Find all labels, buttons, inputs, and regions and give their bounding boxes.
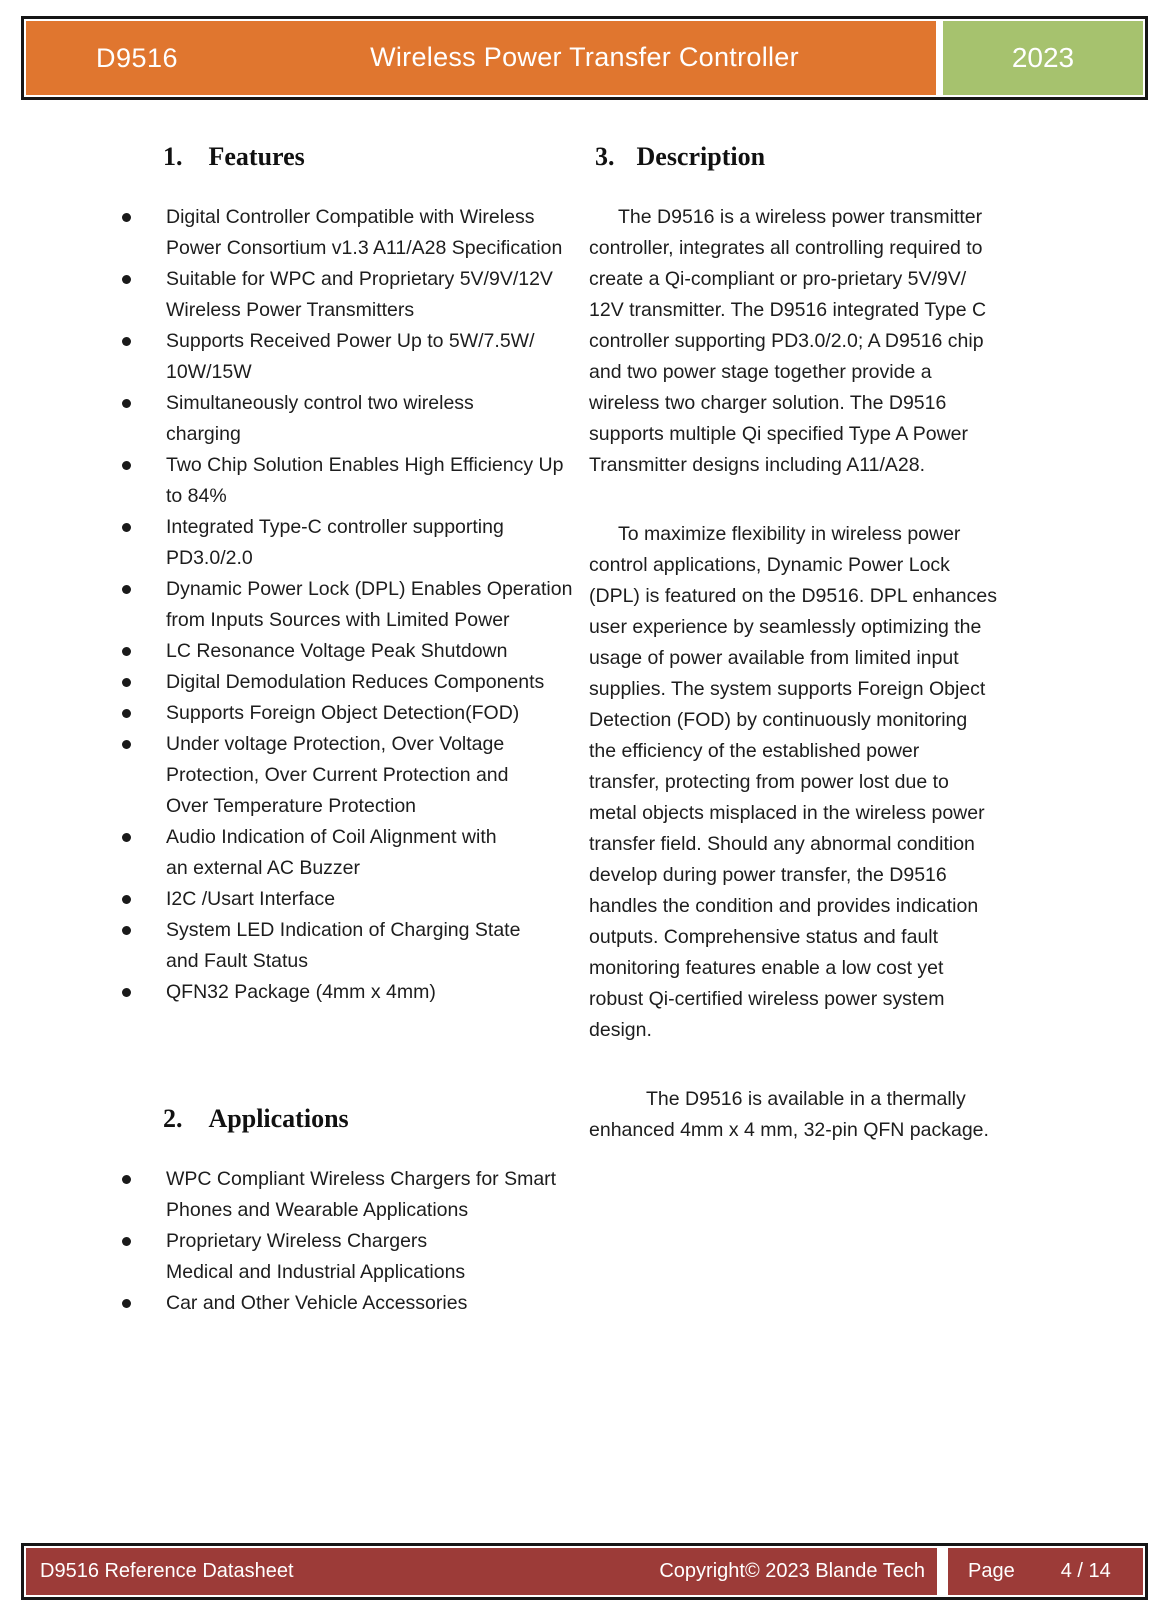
text-line: Audio Indication of Coil Alignment with xyxy=(166,826,497,848)
text-line: 10W/15W xyxy=(166,361,252,383)
bullet-icon xyxy=(122,667,166,698)
text-line: Integrated Type-C controller supporting xyxy=(166,516,504,538)
bullet-dot-icon xyxy=(122,1175,131,1184)
bullet-dot-icon xyxy=(122,399,131,408)
page-header xyxy=(21,16,1148,100)
list-item-text xyxy=(166,574,572,636)
footer-doc-title: D9516 Reference Datasheet xyxy=(40,1560,294,1582)
text-line: Dynamic Power Lock (DPL) Enables Operation xyxy=(166,578,573,600)
text-line: robust Qi-certified wireless power system xyxy=(589,988,945,1010)
bullet-icon xyxy=(122,636,166,667)
bullet-icon xyxy=(122,264,166,326)
bullet-icon xyxy=(122,698,166,729)
text-line: QFN32 Package (4mm x 4mm) xyxy=(166,981,436,1003)
text-line: supplies. The system supports Foreign Object xyxy=(589,678,986,700)
text-line: transfer field. Should any abnormal condition xyxy=(589,833,975,855)
features-list xyxy=(122,202,587,1008)
bullet-dot-icon xyxy=(122,988,131,997)
bullet-icon xyxy=(122,574,166,636)
section-title: Description xyxy=(636,142,766,171)
bullet-icon xyxy=(122,729,166,822)
text-line: wireless two charger solution. The D9516 xyxy=(589,392,947,414)
text-line: to 84% xyxy=(166,485,227,507)
footer-copyright: Copyright© 2023 Blande Tech xyxy=(659,1560,925,1582)
text-line: from Inputs Sources with Limited Power xyxy=(166,609,510,631)
list-item xyxy=(122,512,587,574)
text-line: Digital Controller Compatible with Wireless xyxy=(166,206,535,228)
header-title-bar xyxy=(26,21,936,95)
bullet-icon xyxy=(122,915,166,977)
header-year-box xyxy=(943,21,1143,95)
list-item-text xyxy=(166,1226,465,1288)
list-item-text xyxy=(166,388,474,450)
text-line: Under voltage Protection, Over Voltage xyxy=(166,733,505,755)
bullet-dot-icon xyxy=(122,709,131,718)
text-line: controller supporting PD3.0/2.0; A D9516 chip xyxy=(589,330,984,352)
list-item xyxy=(122,264,587,326)
text-line: charging xyxy=(166,423,241,445)
list-item xyxy=(122,574,587,636)
footer-page-box xyxy=(948,1548,1143,1595)
bullet-dot-icon xyxy=(122,1237,131,1246)
bullet-dot-icon xyxy=(122,337,131,346)
list-item-text xyxy=(166,636,508,667)
list-item xyxy=(122,388,587,450)
list-item-text xyxy=(166,202,562,264)
list-item xyxy=(122,698,587,729)
page-footer xyxy=(21,1543,1148,1600)
list-item-text xyxy=(166,264,553,326)
text-line: handles the condition and provides indication xyxy=(589,895,979,917)
bullet-dot-icon xyxy=(122,926,131,935)
text-line: usage of power available from limited input xyxy=(589,647,959,669)
list-item xyxy=(122,884,587,915)
text-line: Two Chip Solution Enables High Efficiency Up xyxy=(166,454,564,476)
bullet-dot-icon xyxy=(122,461,131,470)
text-line: create a Qi-compliant or pro-prietary 5V/9V/ xyxy=(589,268,967,290)
list-item-text xyxy=(166,450,563,512)
text-line: To maximize flexibility in wireless power xyxy=(618,523,961,545)
text-line: System LED Indication of Charging State xyxy=(166,919,521,941)
text-line: and Fault Status xyxy=(166,950,309,972)
list-item-text xyxy=(166,1288,467,1319)
bullet-dot-icon xyxy=(122,1299,131,1308)
text-line: enhanced 4mm x 4 mm, 32-pin QFN package. xyxy=(589,1119,989,1141)
applications-heading xyxy=(163,1102,587,1136)
list-item-text xyxy=(166,822,497,884)
bullet-dot-icon xyxy=(122,678,131,687)
list-item xyxy=(122,822,587,884)
section-number: 1. xyxy=(163,142,183,171)
text-line: Digital Demodulation Reduces Components xyxy=(166,671,545,693)
text-line: user experience by seamlessly optimizing the xyxy=(589,616,982,638)
page-number: 4 / 14 xyxy=(1060,1560,1111,1582)
list-item-text xyxy=(166,667,544,698)
bullet-dot-icon xyxy=(122,213,131,222)
applications-list xyxy=(122,1164,587,1319)
bullet-dot-icon xyxy=(122,647,131,656)
text-line: I2C /Usart Interface xyxy=(166,888,336,910)
text-line: and two power stage together provide a xyxy=(589,361,932,383)
text-line: metal objects misplaced in the wireless power xyxy=(589,802,985,824)
bullet-dot-icon xyxy=(122,585,131,594)
text-line: supports multiple Qi specified Type A Power xyxy=(589,423,969,445)
text-line: PD3.0/2.0 xyxy=(166,547,253,569)
list-item-text xyxy=(166,729,509,822)
section-number: 2. xyxy=(163,1104,183,1133)
right-column xyxy=(589,100,1109,1146)
list-item xyxy=(122,915,587,977)
list-item-text xyxy=(166,884,335,915)
text-line: develop during power transfer, the D9516 xyxy=(589,864,947,886)
text-line: Wireless Power Transmitters xyxy=(166,299,415,321)
bullet-icon xyxy=(122,512,166,574)
text-line: Supports Foreign Object Detection(FOD) xyxy=(166,702,520,724)
page-label: Page xyxy=(968,1560,1015,1582)
paragraph xyxy=(589,202,1109,481)
text-line: Detection (FOD) by continuously monitoring xyxy=(589,709,968,731)
bullet-icon xyxy=(122,884,166,915)
text-line: The D9516 is available in a thermally xyxy=(646,1088,966,1110)
list-item-text xyxy=(166,1164,556,1226)
text-line: the efficiency of the established power xyxy=(589,740,920,762)
list-item xyxy=(122,729,587,822)
bullet-dot-icon xyxy=(122,275,131,284)
text-line: Simultaneously control two wireless xyxy=(166,392,474,414)
list-item-text xyxy=(166,915,520,977)
text-line: Over Temperature Protection xyxy=(166,795,417,817)
footer-bar xyxy=(26,1548,937,1595)
paragraph xyxy=(589,519,1109,1046)
text-line: LC Resonance Voltage Peak Shutdown xyxy=(166,640,508,662)
bullet-icon xyxy=(122,977,166,1008)
part-number: D9516 xyxy=(96,42,179,73)
text-line: Power Consortium v1.3 A11/A28 Specification xyxy=(166,237,563,259)
text-line: an external AC Buzzer xyxy=(166,857,361,879)
list-item xyxy=(122,977,587,1008)
text-line: outputs. Comprehensive status and fault xyxy=(589,926,939,948)
text-line: Car and Other Vehicle Accessories xyxy=(166,1292,468,1314)
description-heading xyxy=(595,140,1109,174)
text-line: Proprietary Wireless Chargers xyxy=(166,1230,428,1252)
left-column xyxy=(122,100,587,1319)
list-item xyxy=(122,450,587,512)
bullet-icon xyxy=(122,326,166,388)
list-item xyxy=(122,636,587,667)
document-title: Wireless Power Transfer Controller xyxy=(370,41,799,72)
text-line: Transmitter designs including A11/A28. xyxy=(589,454,926,476)
text-line: The D9516 is a wireless power transmitter xyxy=(618,206,983,228)
bullet-dot-icon xyxy=(122,523,131,532)
section-title: Applications xyxy=(208,1104,349,1133)
bullet-icon xyxy=(122,450,166,512)
bullet-icon xyxy=(122,1226,166,1288)
list-item xyxy=(122,1164,587,1226)
text-line: design. xyxy=(589,1019,652,1041)
text-line: monitoring features enable a low cost yet xyxy=(589,957,944,979)
bullet-icon xyxy=(122,822,166,884)
list-item xyxy=(122,326,587,388)
text-line: Phones and Wearable Applications xyxy=(166,1199,469,1221)
paragraph xyxy=(589,1084,1109,1146)
bullet-dot-icon xyxy=(122,833,131,842)
year-label: 2023 xyxy=(1011,42,1075,73)
text-line: Supports Received Power Up to 5W/7.5W/ xyxy=(166,330,535,352)
section-number: 3. xyxy=(595,142,615,171)
list-item-text xyxy=(166,326,535,388)
text-line: 12V transmitter. The D9516 integrated Type C xyxy=(589,299,987,321)
text-line: Protection, Over Current Protection and xyxy=(166,764,509,786)
description-paragraphs xyxy=(589,202,1109,1146)
text-line: controller, integrates all controlling required to xyxy=(589,237,983,259)
features-heading xyxy=(163,140,587,174)
text-line: (DPL) is featured on the D9516. DPL enhances xyxy=(589,585,997,607)
text-line: WPC Compliant Wireless Chargers for Smart xyxy=(166,1168,557,1190)
list-item-text xyxy=(166,698,519,729)
list-item-text xyxy=(166,512,504,574)
text-line: Medical and Industrial Applications xyxy=(166,1261,466,1283)
text-line: control applications, Dynamic Power Lock xyxy=(589,554,950,576)
bullet-icon xyxy=(122,388,166,450)
bullet-icon xyxy=(122,1164,166,1226)
list-item xyxy=(122,1288,587,1319)
text-line: transfer, protecting from power lost due to xyxy=(589,771,949,793)
bullet-icon xyxy=(122,1288,166,1319)
list-item xyxy=(122,202,587,264)
bullet-icon xyxy=(122,202,166,264)
list-item xyxy=(122,1226,587,1288)
section-title: Features xyxy=(208,142,305,171)
list-item xyxy=(122,667,587,698)
text-line: Suitable for WPC and Proprietary 5V/9V/12V xyxy=(166,268,553,290)
list-item-text xyxy=(166,977,436,1008)
bullet-dot-icon xyxy=(122,740,131,749)
bullet-dot-icon xyxy=(122,895,131,904)
